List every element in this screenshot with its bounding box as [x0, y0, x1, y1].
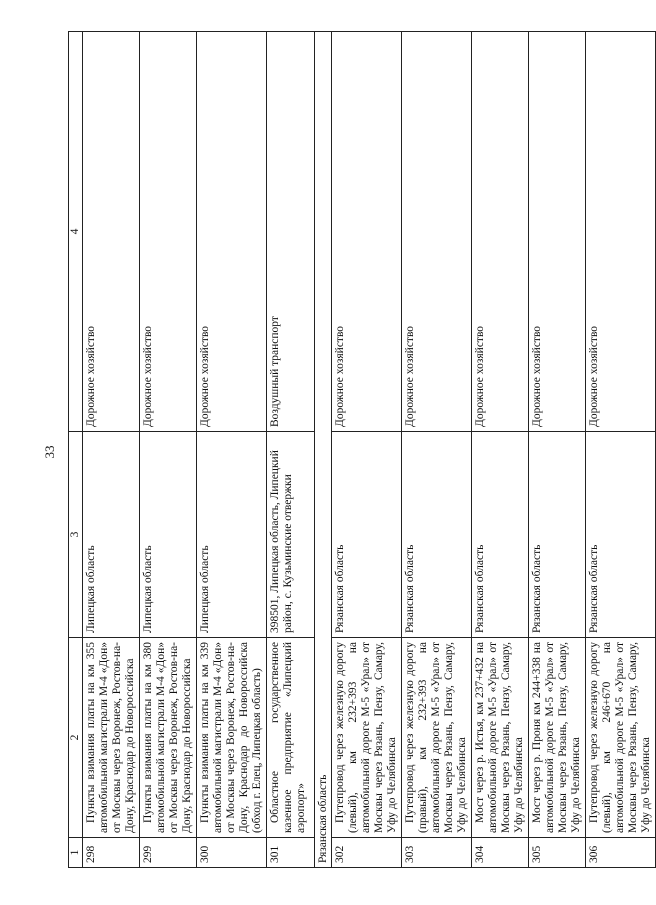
- table-row: [472, 32, 529, 868]
- row-number: 305: [529, 838, 586, 868]
- row-number: 304: [472, 838, 529, 868]
- object-name: Пункты взимания платы на км 339 автомобильной магистрали М-4 «Дон» от Москвы через Воронеж, Ростов-на-Дону, Краснодар до Новороссийска (обход г. Елец, Липецкая область): [197, 638, 267, 838]
- object-name: Пункты взимания платы на км 355 автомобильной магистрали М-4 «Дон» от Москвы через Воронеж, Ростов-на-Дону, Краснодар до Новороссийска: [83, 638, 140, 838]
- header-col-3: 3: [69, 432, 83, 638]
- object-sector: Дорожное хозяйство: [197, 32, 267, 432]
- table-row: [140, 32, 197, 868]
- object-name: Пункты взимания платы на км 380 автомобильной магистрали М-4 «Дон» от Москвы через Воронеж, Ростов-на-Дону, Краснодар до Новороссийска: [140, 638, 197, 838]
- object-location: Рязанская область: [472, 432, 529, 638]
- object-sector: Дорожное хозяйство: [586, 32, 656, 432]
- registry-table: [68, 31, 656, 868]
- row-number: 306: [586, 838, 656, 868]
- object-name: Путепровод через железную дорогу (левый), км 232+393 на автомобильной дороге М-5 «Урал» от Москвы через Рязань, Пензу, Самару, Уфу до Челябинска: [332, 638, 402, 838]
- object-sector: Дорожное хозяйство: [472, 32, 529, 432]
- object-location: 398501, Липецкая область, Липецкий район, с. Кузьминские отвержки: [267, 432, 315, 638]
- table-row: [402, 32, 472, 868]
- table-row: [83, 32, 140, 868]
- row-number: 298: [83, 838, 140, 868]
- object-sector: Воздушный транспорт: [267, 32, 315, 432]
- rotated-table-sheet: [68, 32, 652, 868]
- table-row: [529, 32, 586, 868]
- page-number: 33: [42, 445, 57, 459]
- object-name: Путепровод через железную дорогу (правый), км 232+393 на автомобильной дороге М-5 «Урал» от Москвы через Рязань, Пензу, Самару, Уфу до Челябинска: [402, 638, 472, 838]
- row-number: 303: [402, 838, 472, 868]
- table-row: [586, 32, 656, 868]
- row-number: 302: [332, 838, 402, 868]
- object-location: Рязанская область: [529, 432, 586, 638]
- rotated-table-container: [68, 32, 652, 868]
- object-name: Областное государственное казенное предприятие «Липецкий аэропорт»: [267, 638, 315, 838]
- object-sector: Дорожное хозяйство: [140, 32, 197, 432]
- table-row: [267, 32, 315, 868]
- row-number: 301: [267, 838, 315, 868]
- object-sector: Дорожное хозяйство: [83, 32, 140, 432]
- header-col-4: 4: [69, 32, 83, 432]
- row-number: 299: [140, 838, 197, 868]
- object-sector: Дорожное хозяйство: [402, 32, 472, 432]
- header-col-1: 1: [69, 838, 83, 868]
- table-row: [332, 32, 402, 868]
- row-number: 300: [197, 838, 267, 868]
- region-heading-row: [315, 32, 332, 868]
- object-location: Липецкая область: [140, 432, 197, 638]
- object-location: Рязанская область: [586, 432, 656, 638]
- header-row: [69, 32, 83, 868]
- object-location: Рязанская область: [332, 432, 402, 638]
- object-name: Путепровод через железную дорогу (левый), км 246+670 на автомобильной дороге М-5 «Урал» от Москвы через Рязань, Пензу, Самару, Уфу до Челябинска: [586, 638, 656, 838]
- object-name: Мост через р. Проня км 244+338 на автомобильной дороге М-5 «Урал» от Москвы через Рязань, Пензу, Самару, Уфу до Челябинска: [529, 638, 586, 838]
- object-sector: Дорожное хозяйство: [529, 32, 586, 432]
- object-location: Липецкая область: [83, 432, 140, 638]
- object-location: Липецкая область: [197, 432, 267, 638]
- header-col-2: 2: [69, 638, 83, 838]
- table-row: [197, 32, 267, 868]
- object-sector: Дорожное хозяйство: [332, 32, 402, 432]
- region-heading: Рязанская область: [315, 32, 332, 868]
- object-name: Мост через р. Истья, км 237+432 на автомобильной дороге М-5 «Урал» от Москвы через Рязань, Пензу, Самару, Уфу до Челябинска: [472, 638, 529, 838]
- object-location: Рязанская область: [402, 432, 472, 638]
